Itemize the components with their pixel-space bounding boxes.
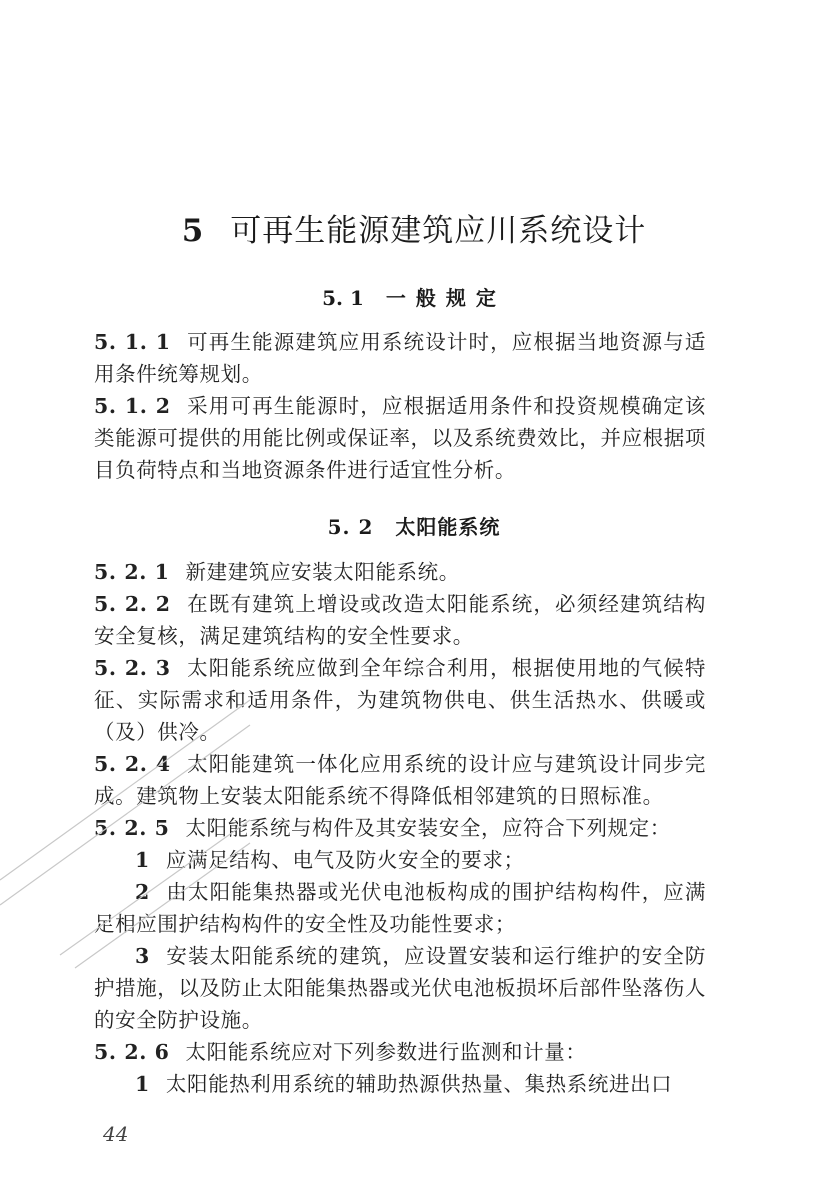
clause-5-2-2	[94, 588, 706, 652]
clause-5-2-4	[94, 748, 706, 812]
section-heading-5-1	[0, 282, 828, 311]
clause-text: 新建建筑应安装太阳能系统。	[185, 560, 460, 584]
item-number: 2	[135, 880, 150, 904]
list-item	[94, 876, 706, 940]
clause-text: 在既有建筑上增设或改造太阳能系统，必须经建筑结构安全复核，满足建筑结构的安全性要求。	[94, 592, 706, 648]
clause-5-2-1	[94, 556, 706, 588]
body-text	[94, 326, 706, 1100]
clause-number: 5. 1. 2	[94, 394, 171, 418]
item-text: 安装太阳能系统的建筑，应设置安装和运行维护的安全防护措施，以及防止太阳能集热器或光伏电池板损坏后部件坠落伤人的安全防护设施。	[94, 944, 706, 1032]
clause-number: 5. 2. 4	[94, 752, 171, 776]
clause-text: 太阳能系统与构件及其安装安全，应符合下列规定：	[185, 816, 671, 840]
item-text: 应满足结构、电气及防火安全的要求；	[165, 848, 525, 872]
section-title-text: 一般规定	[385, 286, 506, 310]
clause-5-2-5	[94, 812, 706, 844]
clause-text: 太阳能系统应对下列参数进行监测和计量：	[185, 1040, 587, 1064]
clause-number: 5. 2. 6	[94, 1040, 170, 1064]
clause-5-2-3	[94, 652, 706, 748]
section-number: 5. 1	[322, 286, 364, 310]
clause-number: 5. 2. 1	[94, 560, 170, 584]
section-number: 5. 2	[327, 515, 374, 539]
item-number: 1	[135, 1072, 150, 1096]
clause-text: 采用可再生能源时，应根据适用条件和投资规模确定该类能源可提供的用能比例或保证率，以及系统费效比，并应根据项目负荷特点和当地资源条件进行适宜性分析。	[94, 394, 706, 482]
chapter-title-text: 可再生能源建筑应川系统设计	[230, 213, 647, 249]
chapter-title	[0, 205, 828, 250]
clause-5-1-1	[94, 326, 706, 390]
chapter-number: 5	[181, 213, 205, 249]
clause-5-2-6	[94, 1036, 706, 1068]
clause-number: 5. 2. 5	[94, 816, 170, 840]
page-number: 44	[103, 1122, 129, 1146]
item-number: 1	[135, 848, 150, 872]
item-text: 由太阳能集热器或光伏电池板构成的围护结构构件，应满足相应围护结构构件的安全性及功能性要求；	[94, 880, 706, 936]
list-item	[94, 1068, 706, 1100]
item-text: 太阳能热利用系统的辅助热源供热量、集热系统进出口	[165, 1072, 673, 1096]
clause-number: 5. 2. 3	[94, 656, 171, 680]
list-item	[94, 844, 706, 876]
clause-text: 可再生能源建筑应用系统设计时，应根据当地资源与适用条件统筹规划。	[94, 330, 706, 386]
clause-5-1-2	[94, 390, 706, 486]
section-title-text: 太阳能系统	[395, 515, 501, 539]
clause-text: 太阳能建筑一体化应用系统的设计应与建筑设计同步完成。建筑物上安装太阳能系统不得降低相邻建筑的日照标准。	[94, 752, 706, 808]
list-item	[94, 940, 706, 1036]
item-number: 3	[135, 944, 150, 968]
clause-number: 5. 1. 1	[94, 330, 171, 354]
clause-text: 太阳能系统应做到全年综合利用，根据使用地的气候特征、实际需求和适用条件，为建筑物供电、供生活热水、供暖或（及）供冷。	[94, 656, 706, 744]
clause-number: 5. 2. 2	[94, 592, 171, 616]
